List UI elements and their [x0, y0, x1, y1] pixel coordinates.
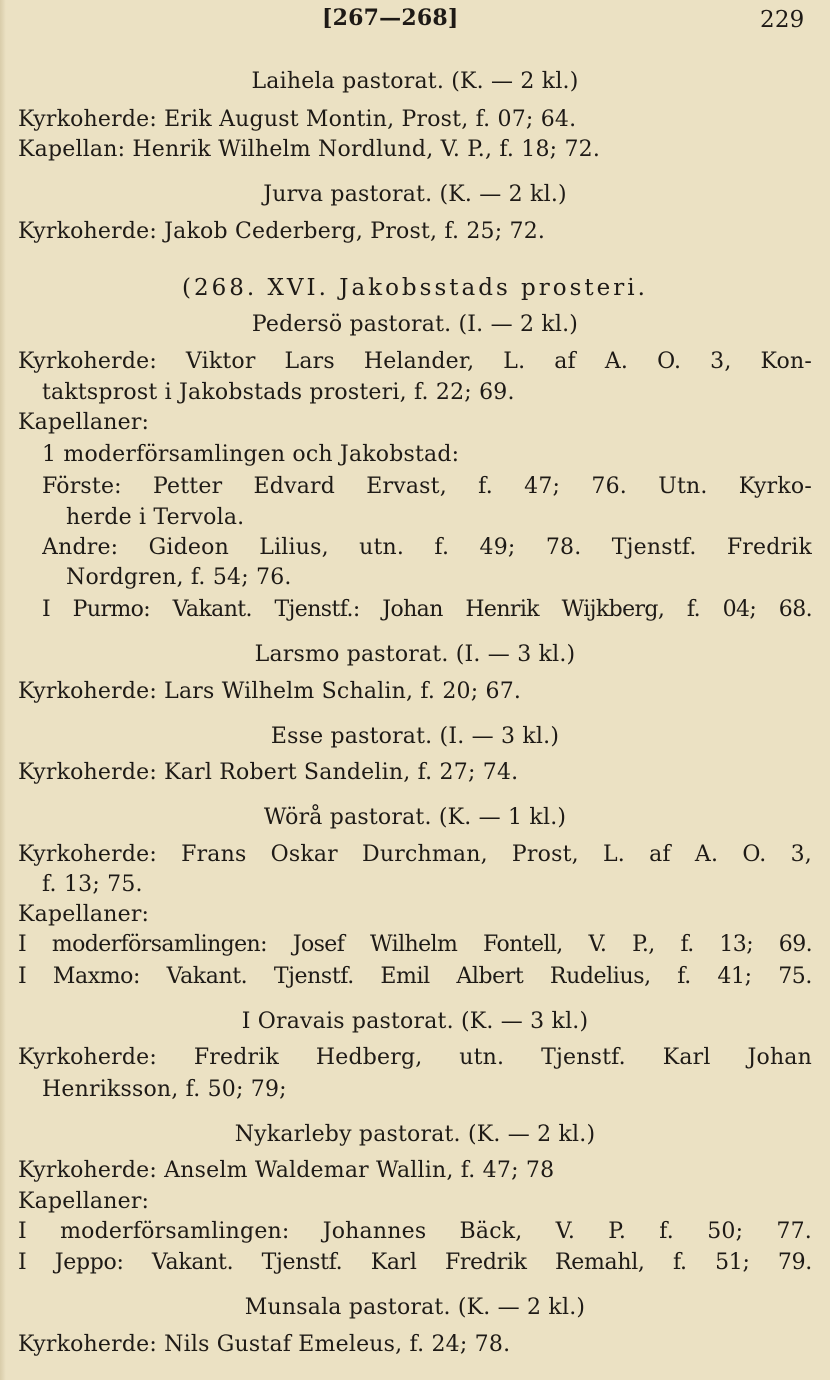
text-line: I moderförsamlingen: Josef Wilhelm Fontell, V. P., f. 13; 69. — [18, 932, 812, 957]
text-line: taktsprost i Jakobstads prosteri, f. 22; 69. — [42, 380, 515, 405]
text-line: Kyrkoherde: Lars Wilhelm Schalin, f. 20; 67. — [18, 679, 522, 704]
section-heading: Jurva pastorat. (K. — 2 kl.) — [263, 182, 567, 207]
text-line: I Purmo: Vakant. Tjenstf.: Johan Henrik Wijkberg, f. 04; 68. — [42, 597, 812, 622]
section-heading: Esse pastorat. (I. — 3 kl.) — [270, 724, 560, 749]
section-heading: I Oravais pastorat. (K. — 3 kl.) — [241, 1009, 589, 1034]
text-line: Andre: Gideon Lilius, utn. f. 49; 78. Tjenstf. Fredrik — [42, 535, 812, 560]
page-range-header: [267—268] — [322, 5, 459, 31]
text-line: Kapellaner: — [18, 410, 150, 435]
text-line: Kyrkoherde: Anselm Waldemar Wallin, f. 47; 78 — [18, 1158, 555, 1183]
text-line: Kapellan: Henrik Wilhelm Nordlund, V. P., f. 18; 72. — [18, 137, 601, 162]
page-number: 229 — [760, 7, 805, 33]
text-line: Kyrkoherde: Viktor Lars Helander, L. af A. O. 3, Kon- — [18, 349, 812, 374]
chapter-heading: (268. XVI. Jakobsstads prosteri. — [182, 275, 648, 301]
section-heading: Munsala pastorat. (K. — 2 kl.) — [244, 1295, 586, 1320]
section-heading: Wörå pastorat. (K. — 1 kl.) — [263, 805, 567, 830]
text-line: Kyrkoherde: Erik August Montin, Prost, f. 07; 64. — [18, 107, 577, 132]
text-line: I Maxmo: Vakant. Tjenstf. Emil Albert Rudelius, f. 41; 75. — [18, 964, 812, 989]
text-line: Henriksson, f. 50; 79; — [42, 1077, 287, 1102]
text-line: Kapellaner: — [18, 1189, 150, 1214]
section-heading: Larsmo pastorat. (I. — 3 kl.) — [254, 642, 576, 667]
text-line: Nordgren, f. 54; 76. — [66, 565, 292, 590]
text-line: Kyrkoherde: Jakob Cederberg, Prost, f. 25; 72. — [18, 219, 546, 244]
text-line: Förste: Petter Edvard Ervast, f. 47; 76. Utn. Kyrko- — [42, 474, 812, 499]
text-line: Kyrkoherde: Fredrik Hedberg, utn. Tjenstf. Karl Johan — [18, 1045, 812, 1070]
text-line: I Jeppo: Vakant. Tjenstf. Karl Fredrik Remahl, f. 51; 79. — [18, 1250, 812, 1275]
section-heading: Pedersö pastorat. (I. — 2 kl.) — [251, 312, 579, 337]
text-line: Kapellaner: — [18, 902, 150, 927]
section-heading: Nykarleby pastorat. (K. — 2 kl.) — [234, 1122, 596, 1147]
text-line: I moderförsamlingen: Johannes Bäck, V. P. f. 50; 77. — [18, 1219, 812, 1244]
text-line: Kyrkoherde: Nils Gustaf Emeleus, f. 24; 78. — [18, 1332, 511, 1357]
text-line: Kyrkoherde: Frans Oskar Durchman, Prost, L. af A. O. 3, — [18, 842, 812, 867]
text-line: Kyrkoherde: Karl Robert Sandelin, f. 27; 74. — [18, 760, 519, 785]
section-heading: Laihela pastorat. (K. — 2 kl.) — [251, 69, 579, 94]
text-line: herde i Tervola. — [66, 505, 245, 530]
text-line: 1 moderförsamlingen och Jakobstad: — [42, 442, 460, 467]
text-line: f. 13; 75. — [42, 872, 143, 897]
